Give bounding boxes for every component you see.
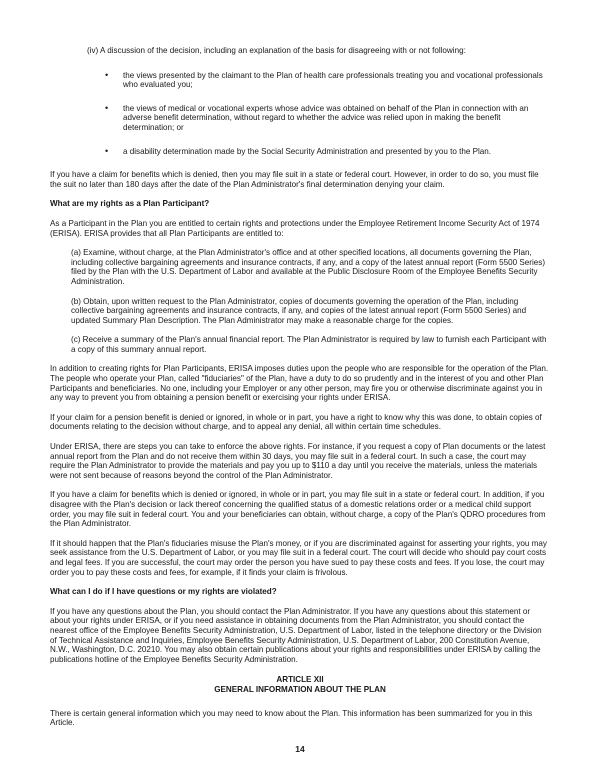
questions-paragraph: If you have any questions about the Plan, you should contact the Plan Administrator. If you have any questions about this statement or about your rights under ERISA, or if you need assistance in obtaining documents from the Plan Administrator, you should contact the nearest office of the Employee Benefits Security Administration, U.S. Department of Labor, listed in the telephone directory or the Division of Technical Assistance and Inquiries, Employee Benefits Security Administration, U.S. Department of Labor, 200 Constitution Avenue, N.W., Washington, D.C. 20210. You may also obtain certain publications about your rights and responsibilities under ERISA by calling the publications hotline of the Employee Benefits Security Administration.	[50, 606, 542, 664]
bullet-list	[50, 71, 550, 157]
bullet-icon: •	[105, 69, 109, 80]
article-title: GENERAL INFORMATION ABOUT THE PLAN	[214, 684, 386, 694]
article-intro: There is certain general information which you may need to know about the Plan. This information has been summarized for you in this Article.	[50, 708, 533, 728]
bullet-text: the views presented by the claimant to the Plan of health care professionals treating you and vocational professionals who evaluated you;	[123, 70, 543, 90]
bullet-item	[50, 147, 550, 157]
claim-paragraph: If you have a claim for benefits which is denied, then you may file suit in a state or federal court. However, in order to do so, you must file the suit no later than 180 days after the date of the Plan Administrator's final determination denying your claim.	[50, 170, 539, 189]
bullet-item	[50, 71, 550, 90]
fiduciary-paragraph: In addition to creating rights for Plan Participants, ERISA imposes duties upon the people who are responsible for the operation of the Plan. The people who operate your Plan, called "fiduciaries" of the Plan, have a duty to do so prudently and in the interest of you and other Plan Participants and beneficiaries. No one, including your Employer or any other person, may fire you or otherwise discriminate against you in any way to prevent you from obtaining a pension benefit or exercising your rights under ERISA.	[50, 364, 549, 403]
denied-claim-paragraph: If your claim for a pension benefit is denied or ignored, in whole or in part, you have a right to know why this was done, to obtain copies of documents relating to the decision without charge, and to appeal any denial, all within certain time schedules.	[50, 412, 542, 432]
bullet-item	[50, 104, 550, 133]
rights-intro: As a Participant in the Plan you are entitled to certain rights and protections under the Employee Retirement Income Security Act of 1974 (ERISA). ERISA provides that all Plan Participants are entitled to:	[50, 218, 540, 238]
item-iv: (iv) A discussion of the decision, including an explanation of the basis for disagreeing with or not following:	[87, 46, 466, 55]
article-heading	[50, 675, 550, 694]
rights-heading: What are my rights as a Plan Participant?	[50, 199, 210, 209]
bullet-icon: •	[105, 145, 109, 156]
bullet-icon: •	[105, 102, 109, 113]
bullet-text: the views of medical or vocational experts whose advice was obtained on behalf of the Plan in connection with an adverse benefit determination, without regard to whether the advice was relied upon in making the benefit determination; or	[123, 103, 529, 132]
enforce-rights-paragraph: Under ERISA, there are steps you can take to enforce the above rights. For instance, if you request a copy of Plan documents or the latest annual report from the Plan and do not receive them within 30 days, you may file suit in a federal court. In such a case, the court may require the Plan Administrator to provide the materials and pay you up to $110 a day until you receive the materials, unless the materials were not sent because of reasons beyond the control of the Plan Administrator.	[50, 442, 546, 480]
rights-item-a: (a) Examine, without charge, at the Plan Administrator's office and at other specified locations, all documents governing the Plan, including collective bargaining agreements and insurance contracts, if any, and a copy of the latest annual report (Form 5500 Series) filed by the Plan with the U.S. Department of Labor and available at the Public Disclosure Room of the Employee Benefits Security Administration.	[71, 248, 546, 286]
rights-item-c: (c) Receive a summary of the Plan's annual financial report. The Plan Administrator is required by law to furnish each Participant with a copy of this summary annual report.	[71, 335, 547, 354]
questions-heading: What can I do if I have questions or my rights are violated?	[50, 587, 277, 597]
misuse-paragraph: If it should happen that the Plan's fiduciaries misuse the Plan's money, or if you are discriminated against for asserting your rights, you may seek assistance from the U.S. Department of Labor, or you may file suit in a federal court. The court will decide who should pay court costs and legal fees. If you are successful, the court may order the person you have sued to pay these costs and fees. If you lose, the court may order you to pay these costs and fees, for example, if it finds your claim is frivolous.	[50, 538, 547, 577]
document-page	[50, 46, 550, 738]
file-suit-paragraph: If you have a claim for benefits which is denied or ignored, in whole or in part, you may file suit in a state or federal court. In addition, if you disagree with the Plan's decision or lack thereof concerning the qualified status of a domestic relations order or a medical child support order, you may file suit in federal court. You and your beneficiaries can obtain, without charge, a copy of the Plan's QDRO procedures from the Plan Administrator.	[50, 490, 546, 529]
page-number: 14	[295, 744, 305, 754]
rights-item-b: (b) Obtain, upon written request to the Plan Administrator, copies of documents governing the operation of the Plan, including collective bargaining agreements and insurance contracts, if any, and copies of the latest annual report (Form 5500 Series) and updated Summary Plan Description. The Plan Administrator may make a reasonable charge for the copies.	[71, 296, 527, 325]
bullet-text: a disability determination made by the Social Security Administration and presented by you to the Plan.	[123, 146, 492, 156]
article-number: ARTICLE XII	[276, 675, 324, 685]
